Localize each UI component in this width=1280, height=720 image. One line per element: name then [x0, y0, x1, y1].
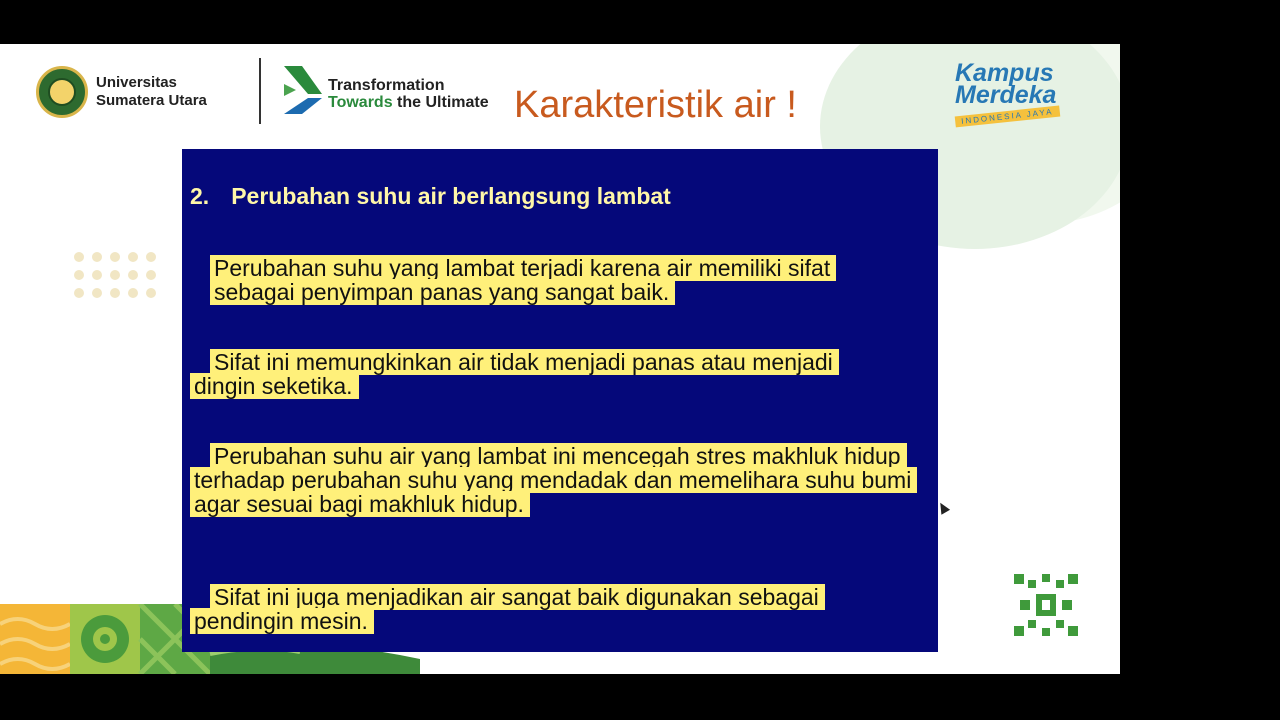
- tagline-line2-part2: the Ultimate: [392, 94, 489, 111]
- slide-title: Karakteristik air !: [514, 84, 797, 126]
- heading-text: Perubahan suhu air berlangsung lambat: [231, 183, 671, 209]
- tagline-line2: [328, 94, 489, 111]
- mouse-cursor-icon: [936, 500, 950, 515]
- tagline-line1: Transformation: [328, 77, 445, 94]
- paragraph-4-text: Sifat ini juga menjadikan air sangat baik digunakan sebagai pendingin mesin.: [190, 584, 825, 634]
- kampus-merdeka-logo: [955, 59, 1090, 132]
- university-name-line2: Sumatera Utara: [96, 92, 207, 109]
- tagline: [328, 77, 489, 111]
- university-logo: [36, 66, 88, 118]
- indonesia-jaya-band: INDONESIA JAYA: [955, 106, 1060, 128]
- header-divider: [259, 58, 261, 124]
- content-box: [182, 149, 938, 652]
- heading-number: 2.: [190, 183, 210, 209]
- university-name: [96, 74, 207, 110]
- paragraph-3-text: Perubahan suhu air yang lambat ini mencegah stres makhluk hidup terhadap perubahan suhu yang mendadak dan memelihara suhu bumi agar sesuai bagi makhluk hidup.: [190, 443, 917, 517]
- video-letterbox-right: [1120, 44, 1280, 674]
- paragraph-1-text: Perubahan suhu yang lambat terjadi karena air memiliki sifat sebagai penyimpan panas yang sangat baik.: [210, 255, 836, 305]
- ornament-pattern-icon: [1014, 574, 1078, 636]
- kampus-text: Kampus: [955, 59, 1054, 87]
- paragraph-4: [190, 585, 870, 633]
- paragraph-1: [210, 256, 915, 304]
- paragraph-2-text: Sifat ini memungkinkan air tidak menjadi panas atau menjadi dingin seketika.: [190, 349, 839, 399]
- transformation-logo: [282, 64, 326, 116]
- content-heading: [190, 183, 671, 210]
- paragraph-3: [190, 444, 915, 516]
- decorative-dots: [74, 252, 174, 302]
- merdeka-text: Merdeka: [955, 81, 1057, 109]
- tagline-line2-part1: Towards: [328, 94, 393, 111]
- paragraph-2: [190, 350, 880, 398]
- university-name-line1: Universitas: [96, 74, 177, 91]
